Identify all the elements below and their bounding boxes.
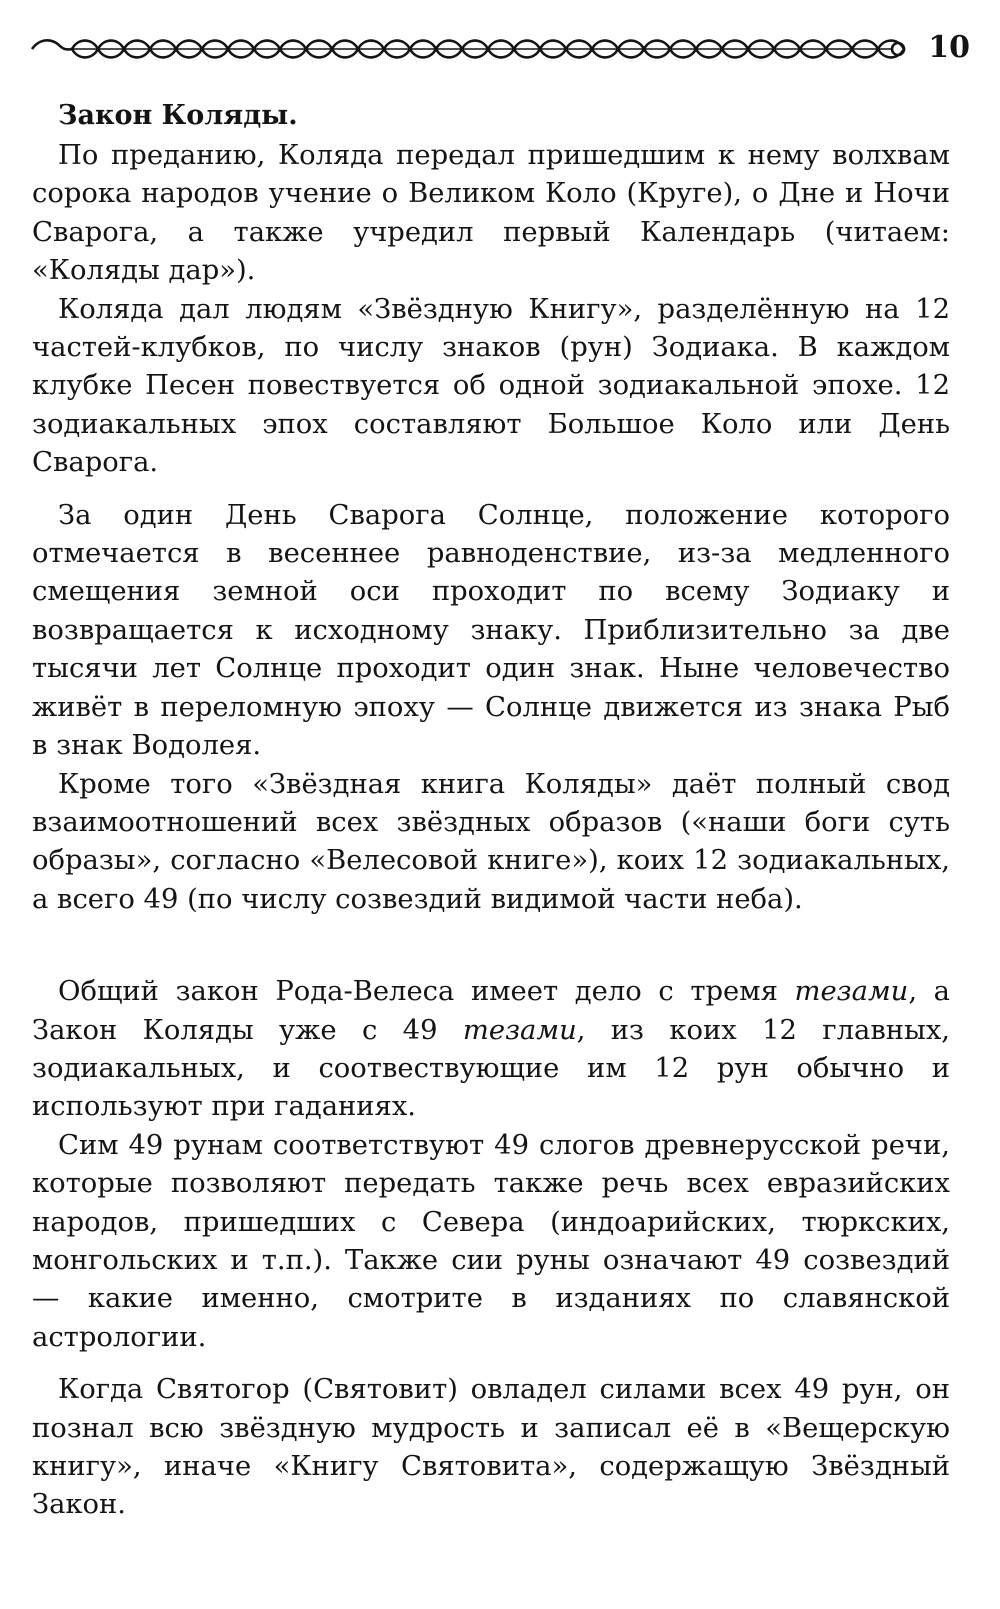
paragraph-text: , а Закон Коляды уже с 49: [32, 976, 950, 1046]
page-number: 10: [928, 30, 970, 65]
italic-term: тезами: [794, 976, 909, 1008]
paragraph-gap: [32, 483, 950, 497]
paragraph: [32, 973, 950, 1127]
italic-term: тезами: [462, 1014, 577, 1046]
section-heading: Закон Коляды.: [58, 100, 298, 131]
ornament-scroll: [32, 40, 72, 49]
paragraph-text: , из коих 12 главных, зодиакальных, и соотвествующие им 12 рун обычно и используют при гаданиях.: [32, 1014, 951, 1123]
page-header: [30, 28, 970, 68]
paragraph: Когда Святогор (Святовит) овладел силами всех 49 рун, он познал всю звёздную мудрость и записал её в «Вещерскую книгу», иначе «Книгу Святовита», содержащую Звёздный Закон.: [32, 1374, 950, 1521]
decorative-ornament-border: [30, 34, 910, 64]
page-content: [32, 97, 950, 1525]
paragraph: По преданию, Коляда передал пришедшим к нему волхвам сорока народов учение о Великом Коло (Круге), о Дне и Ночи Сварога, а также учредил первый Календарь (читаем: «Коляды дар»).: [32, 140, 950, 287]
section-gap: [32, 919, 950, 973]
paragraph-gap: [32, 1357, 950, 1371]
paragraph: Сим 49 рунам соответствуют 49 слогов древнерусской речи, которые позволяют передать также речь всех евразийских народов, пришедших с Севера (индоарийских, тюркских, монгольских и т.п.). Также сии руны означают 49 созвездий — какие именно, смотрите в изданиях по славянской астрологии.: [32, 1129, 950, 1353]
paragraph: Кроме того «Звёздная книга Коляды» даёт полный свод взаимоотношений всех звёздных образов («наши боги суть образы», согласно «Велесовой книге»), коих 12 зодиакальных, а всего 49 (по числу созвездий видимой части неба).: [32, 768, 950, 915]
paragraph: Коляда дал людям «Звёздную Книгу», разделённую на 12 частей-клубков, по числу знаков (рун) Зодиака. В каждом клубке Песен повествуется об одной зодиакальной эпохе. 12 зодиакальных эпох составляют Большое Коло или День Сварога.: [32, 293, 950, 479]
paragraph-text: Общий закон Рода-Велеса имеет дело с тремя: [58, 976, 795, 1008]
paragraph: За один День Сварога Солнце, положение которого отмечается в весеннее равноденствие, из-за медленного смещения земной оси проходит по всему Зодиаку и возвращается к исходному знаку. Приблизительно за две тысячи лет Солнце проходит один знак. Ныне человечество живёт в переломную эпоху — Солнце движется из знака Рыб в знак Водолея.: [32, 499, 950, 762]
ornament-knot: [892, 43, 904, 55]
